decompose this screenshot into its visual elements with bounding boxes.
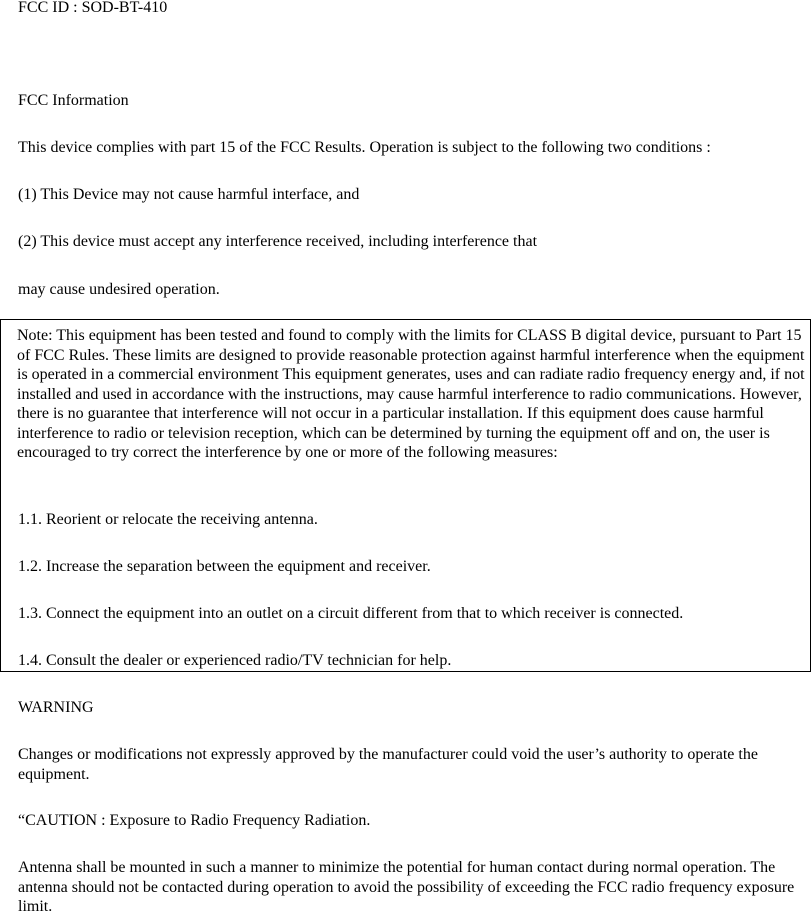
measure-2: 1.2. Increase the separation between the equipment and receiver.: [18, 558, 431, 575]
measure-1: 1.1. Reorient or relocate the receiving antenna.: [18, 511, 318, 528]
measure-3: 1.3. Connect the equipment into an outlet on a circuit different from that to which receiver is connected.: [18, 605, 684, 622]
warning-text: Changes or modifications not expressly approved by the manufacturer could void the user’s authority to operate the equipment.: [18, 746, 758, 783]
caution-text: Antenna shall be mounted in such a manner to minimize the potential for human contact during normal operation. The antenna should not be contacted during operation to avoid the possibility of exceeding the FCC radio frequency exposure limit.: [18, 859, 795, 916]
condition-2: (2) This device must accept any interference received, including interference that: [18, 233, 538, 250]
condition-2-continued: may cause undesired operation.: [18, 281, 220, 298]
fcc-id: FCC ID : SOD-BT-410: [18, 0, 168, 16]
note-text: Note: This equipment has been tested and found to comply with the limits for CLASS B digital device, pursuant to Part 15 of FCC Rules. These limits are designed to provide reasonable protection against harmful interference when the equipment is operated in a commercial environment This equipment generates, uses and can radiate radio frequency energy and, if not installed and used in accordance with the instructions, may cause harmful interference to radio communications. However, there is no guarantee that interference will not occur in a particular installation. If this equipment does cause harmful interference to radio or television reception, which can be determined by turning the equipment off and on, the user is encouraged to try correct the interference by one or more of the following measures:: [17, 327, 805, 461]
fcc-intro-text: This device complies with part 15 of the FCC Results. Operation is subject to the following two conditions :: [18, 139, 711, 156]
warning-heading: WARNING: [18, 699, 94, 716]
condition-1: (1) This Device may not cause harmful interface, and: [18, 186, 360, 203]
measure-4: 1.4. Consult the dealer or experienced radio/TV technician for help.: [18, 652, 452, 669]
fcc-info-heading: FCC Information: [18, 92, 129, 109]
caution-heading: “CAUTION : Exposure to Radio Frequency Radiation.: [18, 812, 371, 829]
